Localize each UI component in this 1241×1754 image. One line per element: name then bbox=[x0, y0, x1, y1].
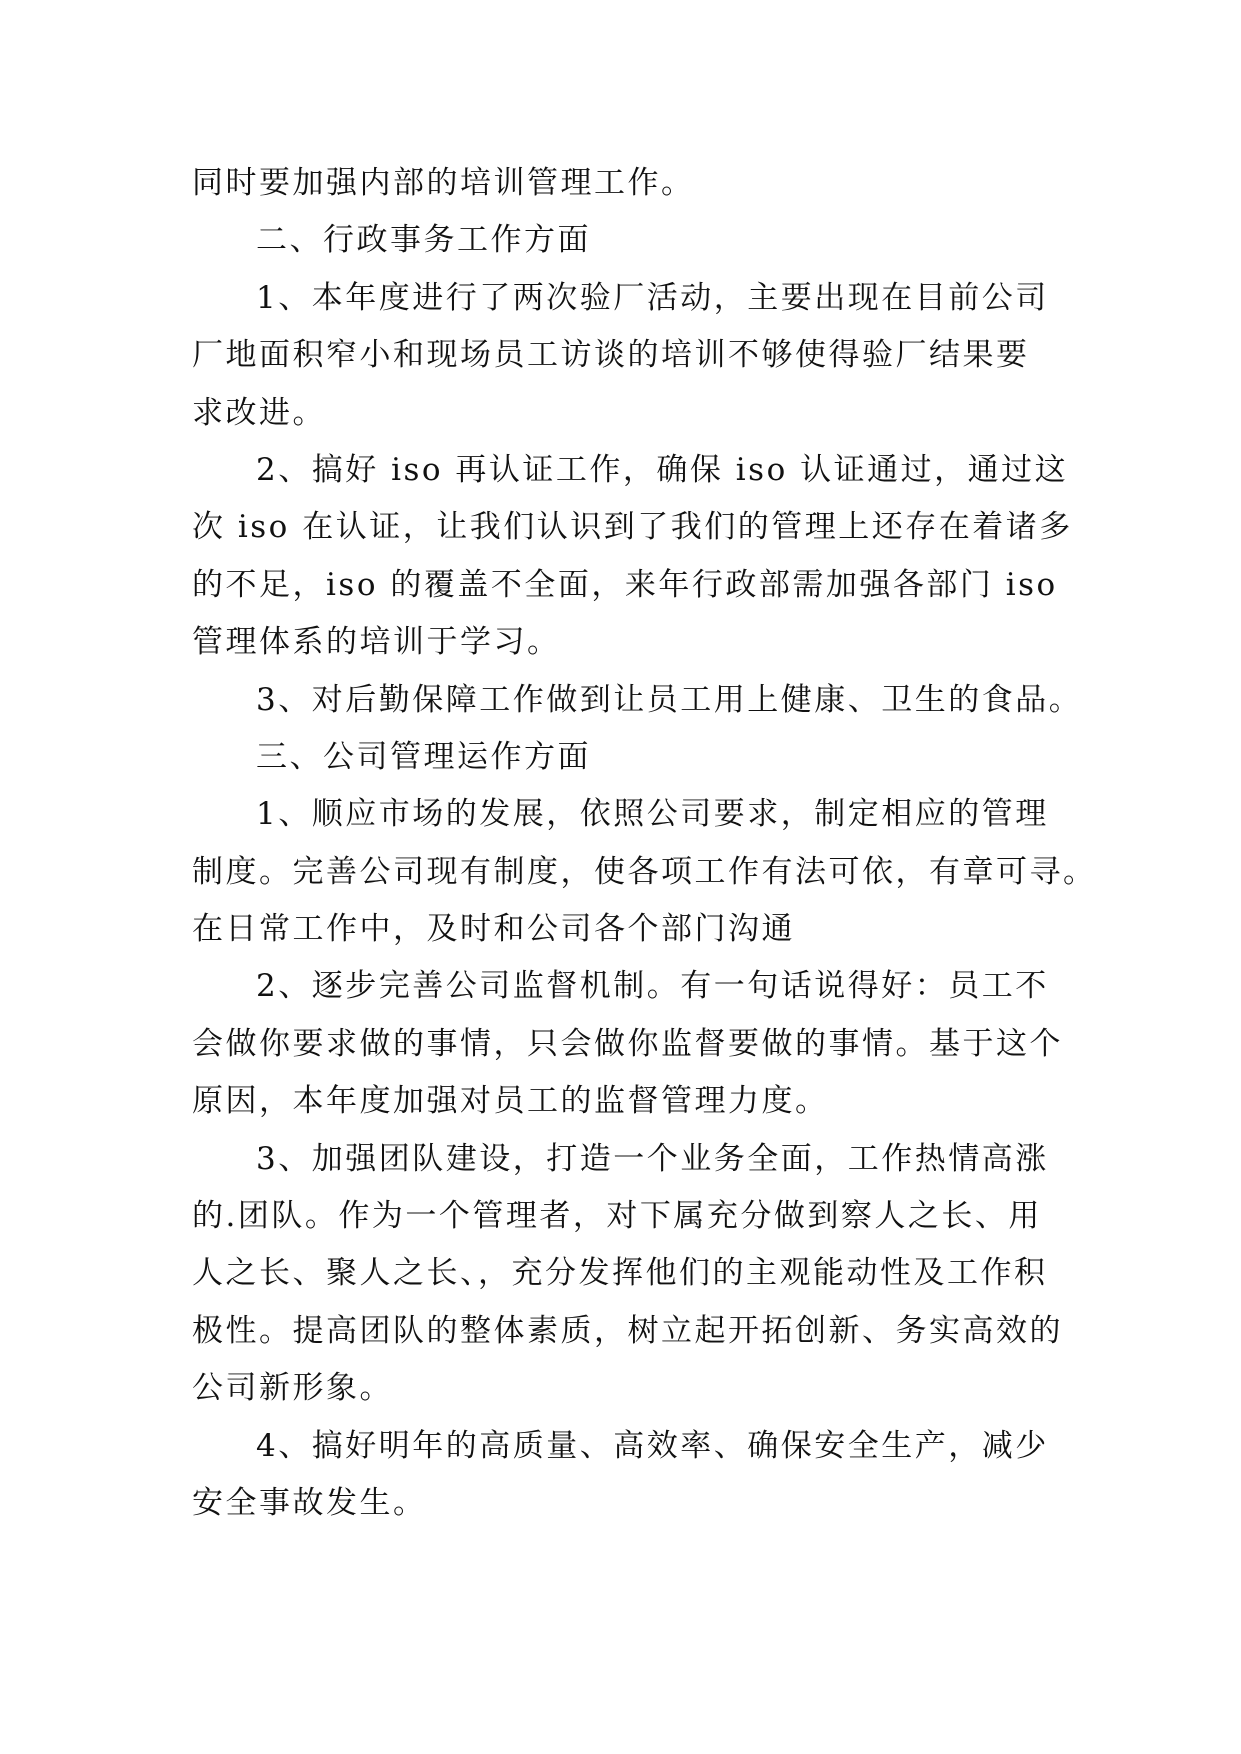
paragraph-line: 三、公司管理运作方面 bbox=[256, 738, 591, 775]
paragraph-line: 求改进。 bbox=[192, 394, 326, 431]
paragraph-line: 会做你要求做的事情，只会做你监督要做的事情。基于这个 bbox=[192, 1025, 1063, 1062]
paragraph-line: 极性。提高团队的整体素质，树立起开拓创新、务实高效的 bbox=[192, 1312, 1063, 1349]
paragraph-line: 的不足，iso 的覆盖不全面，来年行政部需加强各部门 iso bbox=[192, 566, 1058, 603]
paragraph-line: 2、逐步完善公司监督机制。有一句话说得好：员工不 bbox=[256, 968, 1049, 1005]
paragraph-line: 2、搞好 iso 再认证工作，确保 iso 认证通过，通过这 bbox=[256, 451, 1069, 488]
paragraph-line: 的.团队。作为一个管理者，对下属充分做到察人之长、用 bbox=[192, 1198, 1042, 1235]
paragraph-line: 在日常工作中，及时和公司各个部门沟通 bbox=[192, 911, 795, 948]
document-body bbox=[192, 155, 1097, 1532]
paragraph-line: 安全事故发生。 bbox=[192, 1484, 427, 1521]
paragraph-line: 次 iso 在认证，让我们认识到了我们的管理上还存在着诸多 bbox=[192, 509, 1073, 546]
paragraph-line: 同时要加强内部的培训管理工作。 bbox=[192, 165, 695, 201]
paragraph-line: 3、对后勤保障工作做到让员工用上健康、卫生的食品。 bbox=[256, 681, 1083, 718]
paragraph-line: 4、搞好明年的高质量、高效率、确保安全生产，减少 bbox=[256, 1427, 1049, 1464]
paragraph-line: 二、行政事务工作方面 bbox=[256, 222, 591, 259]
paragraph-line: 1、本年度进行了两次验厂活动，主要出现在目前公司 bbox=[256, 279, 1049, 316]
paragraph-line: 3、加强团队建设，打造一个业务全面，工作热情高涨 bbox=[256, 1140, 1049, 1177]
paragraph-line: 制度。完善公司现有制度，使各项工作有法可依，有章可寻。 bbox=[192, 853, 1097, 890]
paragraph-line: 1、顺应市场的发展，依照公司要求，制定相应的管理 bbox=[256, 796, 1049, 833]
paragraph-line: 人之长、聚人之长、，充分发挥他们的主观能动性及工作积 bbox=[192, 1255, 1048, 1292]
paragraph-line: 管理体系的培训于学习。 bbox=[192, 624, 561, 661]
paragraph-line: 原因，本年度加强对员工的监督管理力度。 bbox=[192, 1083, 829, 1120]
paragraph-line: 厂地面积窄小和现场员工访谈的培训不够使得验厂结果要 bbox=[192, 337, 1030, 374]
paragraph-line: 公司新形象。 bbox=[192, 1370, 393, 1407]
